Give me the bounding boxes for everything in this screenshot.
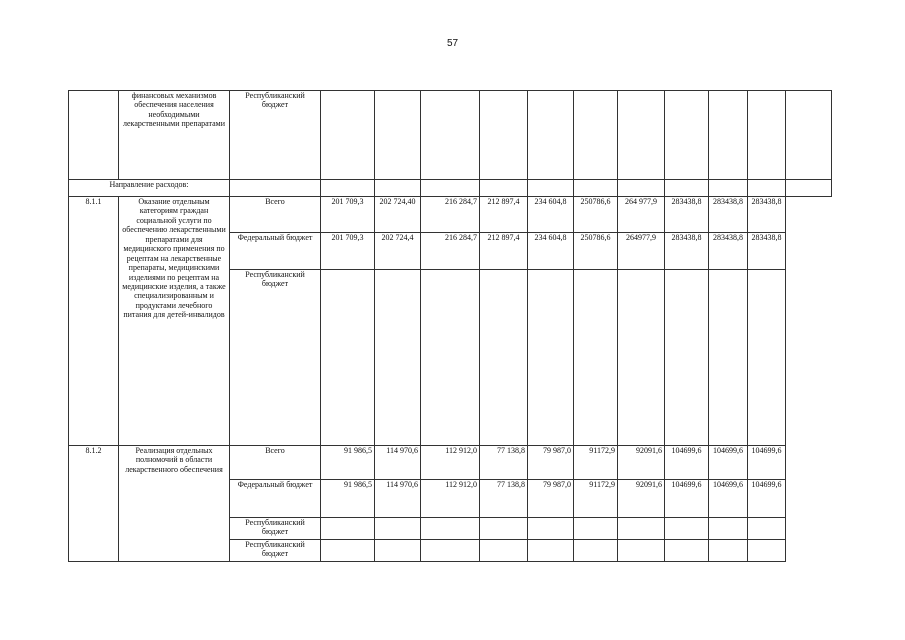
funding-source: Всего (230, 446, 321, 480)
value-cell: 79 987,0 (528, 446, 574, 480)
value-cell: 201 709,3 (321, 197, 375, 233)
value-cell: 283438,8 (665, 197, 709, 233)
value-cell: 212 897,4 (480, 233, 528, 270)
value-cell: 112 912,0 (421, 446, 480, 480)
funding-source: Федеральный бюджет (230, 233, 321, 270)
value-cell: 234 604,8 (528, 233, 574, 270)
measure-description: финансовых механизмов обеспечения населения необходимыми лекарственными препаратами (119, 91, 230, 180)
value-cell: 250786,6 (574, 233, 618, 270)
value-cell: 114 970,6 (375, 480, 421, 518)
section-heading: Направление расходов: (69, 180, 230, 197)
value-cell: 212 897,4 (480, 197, 528, 233)
value-cell: 104699,6 (709, 480, 748, 518)
table-row (69, 91, 832, 180)
value-cell: 283438,8 (709, 233, 748, 270)
funding-source: Республиканский бюджет (230, 518, 321, 540)
measure-description: Реализация отдельных полномочий в области лекарственного обеспечения (119, 446, 230, 562)
value-cell: 283438,8 (748, 197, 786, 233)
value-cell: 264977,9 (618, 233, 665, 270)
value-cell: 201 709,3 (321, 233, 375, 270)
value-cell: 202 724,4 (375, 233, 421, 270)
measure-description: Оказание отдельным категориям граждан социальной услуги по обеспечению лекарственными препаратами для медицинского применения по рецептам на лекарственные препараты, медицинскими изделиями по рецептам на медицинские изделия, а также специализированным и продуктами лечебного питания для детей-инвалидов (119, 197, 230, 446)
funding-source: Федеральный бюджет (230, 480, 321, 518)
value-cell: 91172,9 (574, 446, 618, 480)
value-cell: 283438,8 (748, 233, 786, 270)
value-cell: 234 604,8 (528, 197, 574, 233)
value-cell: 91 986,5 (321, 446, 375, 480)
page-number: 57 (446, 38, 459, 49)
row-index: 8.1.2 (69, 446, 119, 562)
value-cell: 91172,9 (574, 480, 618, 518)
value-cell: 92091,6 (618, 446, 665, 480)
value-cell: 114 970,6 (375, 446, 421, 480)
table-row (69, 446, 832, 480)
value-cell: 77 138,8 (480, 480, 528, 518)
row-index (69, 91, 119, 180)
value-cell: 104699,6 (748, 446, 786, 480)
value-cell: 202 724,40 (375, 197, 421, 233)
value-cell: 92091,6 (618, 480, 665, 518)
value-cell: 216 284,7 (421, 233, 480, 270)
budget-table (68, 90, 832, 562)
funding-source: Республиканский бюджет (230, 91, 321, 180)
value-cell: 283438,8 (709, 197, 748, 233)
table-row (69, 180, 832, 197)
value-cell: 264 977,9 (618, 197, 665, 233)
value-cell: 216 284,7 (421, 197, 480, 233)
funding-source: Республиканский бюджет (230, 270, 321, 446)
value-cell: 104699,6 (665, 480, 709, 518)
value-cell: 112 912,0 (421, 480, 480, 518)
value-cell: 91 986,5 (321, 480, 375, 518)
value-cell: 283438,8 (665, 233, 709, 270)
value-cell: 104699,6 (748, 480, 786, 518)
table-row (69, 197, 832, 233)
value-cell: 77 138,8 (480, 446, 528, 480)
value-cell: 104699,6 (709, 446, 748, 480)
value-cell: 104699,6 (665, 446, 709, 480)
funding-source: Всего (230, 197, 321, 233)
value-cell: 250786,6 (574, 197, 618, 233)
row-index: 8.1.1 (69, 197, 119, 446)
funding-source: Республиканский бюджет (230, 540, 321, 562)
value-cell: 79 987,0 (528, 480, 574, 518)
